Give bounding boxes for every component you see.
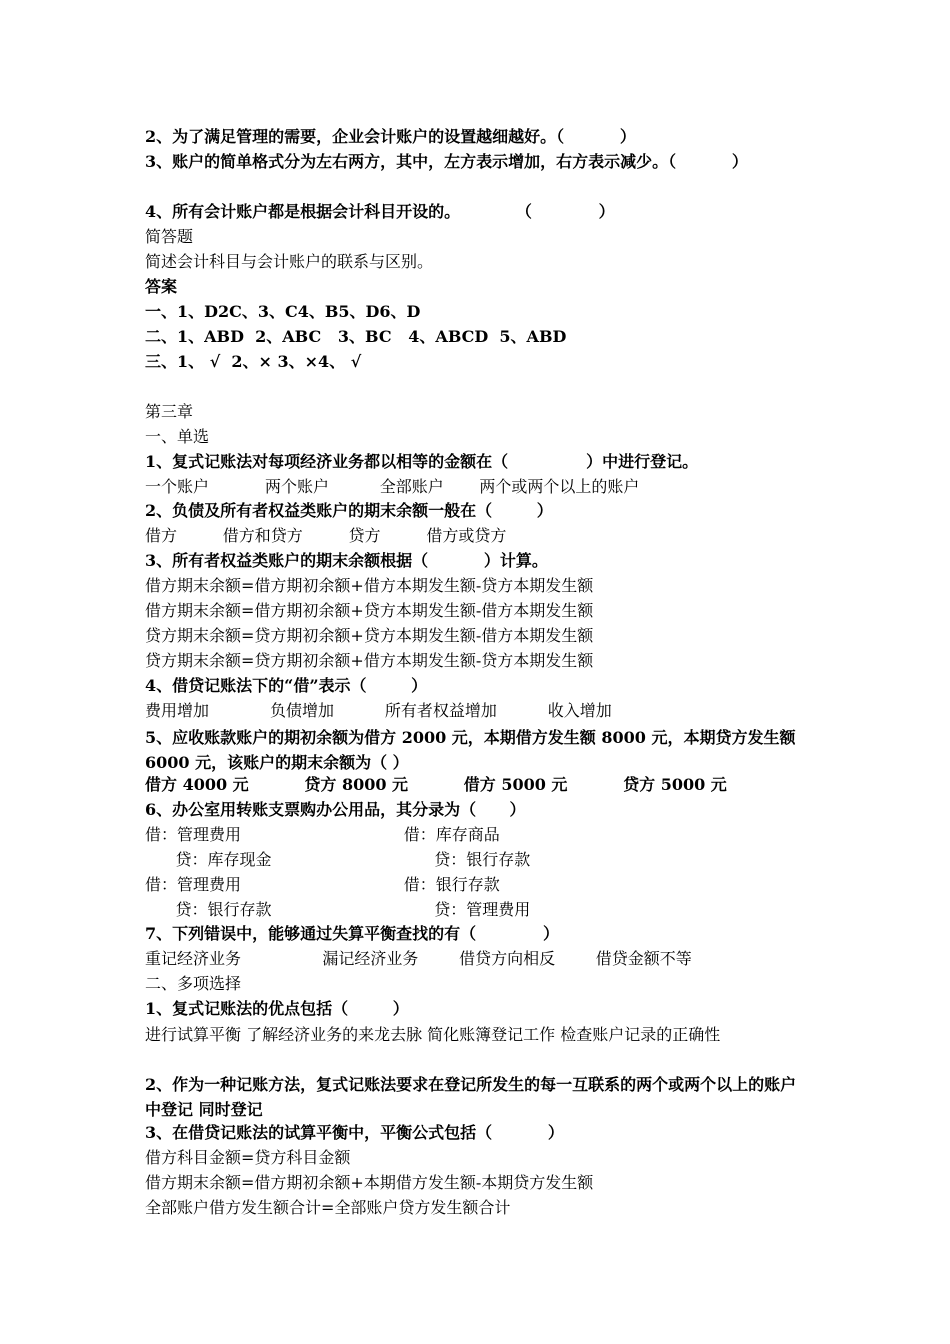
multi-question-1: 1、复式记账法的优点包括（ ） [145, 999, 409, 1018]
multi-question-2: 2、作为一种记账方法，复式记账法要求在登记所发生的每一互联系的两个或两个以上的账户中登记 同时登记 [145, 1075, 797, 1119]
answers-part-1: 一、1、D2C、3、C4、B5、D6、D [145, 302, 421, 321]
question-5-options: 借方 4000 元 贷方 8000 元 借方 5000 元 贷方 5000 元 [145, 775, 727, 794]
question-5: 5、应收账款账户的期初余额为借方 2000 元，本期借方发生额 8000 元，本期贷方发生额 6000 元，该账户的期末余额为（ ） [145, 728, 796, 772]
question-1-options: 一个账户 两个账户 全部账户 两个或两个以上的账户 [145, 477, 640, 496]
question-4-options: 费用增加 负债增加 所有者权益增加 收入增加 [145, 701, 612, 720]
section-heading-short-answer: 简答题 [145, 227, 194, 246]
question-3-option-b: 借方期末余额=借方期初余额+贷方本期发生额-借方本期发生额 [145, 601, 594, 620]
question-1: 1、复式记账法对每项经济业务都以相等的金额在（ ）中进行登记。 [145, 452, 699, 471]
question-6-entry-line-3: 借：管理费用 借：银行存款 [145, 875, 500, 894]
question-6-entry-line-4: 贷：银行存款 贷：管理费用 [145, 900, 531, 919]
multi-question-3-option-a: 借方科目金额=贷方科目金额 [145, 1148, 351, 1167]
question-7: 7、下列错误中，能够通过失算平衡查找的有（ ） [145, 924, 559, 943]
question-6-entry-line-1: 借：管理费用 借：库存商品 [145, 825, 500, 844]
question-3: 3、所有者权益类账户的期末余额根据（ ）计算。 [145, 551, 548, 570]
question-2: 2、负债及所有者权益类账户的期末余额一般在（ ） [145, 501, 553, 520]
answers-heading: 答案 [145, 277, 178, 296]
multi-question-3: 3、在借贷记账法的试算平衡中，平衡公式包括（ ） [145, 1123, 564, 1142]
true-false-question-2: 2、为了满足管理的需要，企业会计账户的设置越细越好。（ ） [145, 127, 636, 146]
answers-part-3: 三、1、 √ 2、× 3、×4、 √ [145, 352, 362, 371]
multi-question-1-options: 进行试算平衡 了解经济业务的来龙去脉 简化账簿登记工作 检查账户记录的正确性 [145, 1025, 721, 1044]
question-6-entry-line-2: 贷：库存现金 贷：银行存款 [145, 850, 531, 869]
section-heading-multiple-choice: 二、多项选择 [145, 974, 242, 993]
short-answer-question: 简述会计科目与会计账户的联系与区别。 [145, 252, 434, 271]
multi-question-3-option-b: 借方期末余额=借方期初余额+本期借方发生额-本期贷方发生额 [145, 1173, 594, 1192]
question-2-options: 借方 借方和贷方 贷方 借方或贷方 [145, 526, 507, 545]
section-heading-single-choice: 一、单选 [145, 427, 210, 446]
question-7-options: 重记经济业务 漏记经济业务 借贷方向相反 借贷金额不等 [145, 949, 692, 968]
question-4: 4、借贷记账法下的“借”表示（ ） [145, 676, 428, 695]
chapter-heading: 第三章 [145, 402, 194, 421]
question-3-option-c: 贷方期末余额=贷方期初余额+贷方本期发生额-借方本期发生额 [145, 626, 594, 645]
multi-question-3-option-c: 全部账户借方发生额合计=全部账户贷方发生额合计 [145, 1198, 511, 1217]
question-6: 6、办公室用转账支票购办公用品，其分录为（ ） [145, 800, 526, 819]
true-false-question-4: 4、所有会计账户都是根据会计科目开设的。 （ ） [145, 202, 615, 221]
answers-part-2: 二、1、ABD 2、ABC 3、BC 4、ABCD 5、ABD [145, 327, 567, 346]
question-3-option-a: 借方期末余额=借方期初余额+借方本期发生额-贷方本期发生额 [145, 576, 594, 595]
true-false-question-3: 3、账户的简单格式分为左右两方，其中，左方表示增加，右方表示减少。（ ） [145, 152, 748, 171]
question-3-option-d: 贷方期末余额=贷方期初余额+借方本期发生额-贷方本期发生额 [145, 651, 594, 670]
